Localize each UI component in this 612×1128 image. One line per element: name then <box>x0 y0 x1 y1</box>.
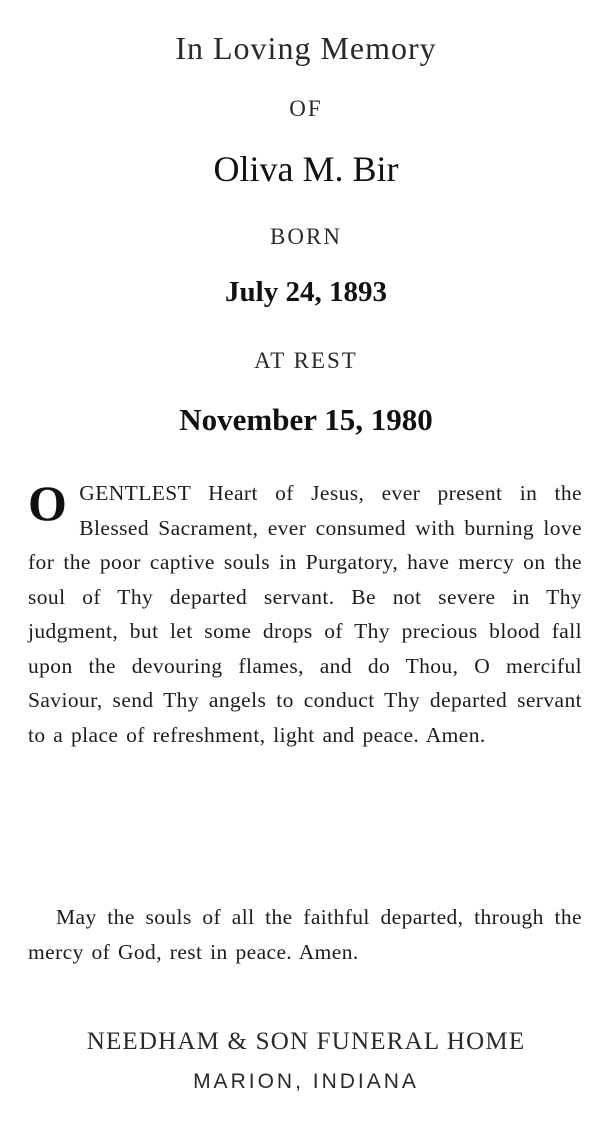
prayer-text: GENTLEST Heart of Jesus, ever present in the Blessed Sacrament, ever consumed with burning love for the poor captive souls in Purgatory, have mercy on the soul of Thy departed servant. Be not severe in Thy judgment, but let some drops of Thy precious blood fall upon the devouring flames, and do Thou, O merciful Saviour, send Thy angels to conduct Thy departed servant to a place of refreshment, light and peace. Amen. <box>28 481 582 747</box>
deceased-name: Oliva M. Bir <box>213 149 399 189</box>
at-rest-label: AT REST <box>254 348 358 373</box>
of-label: OF <box>289 96 323 121</box>
born-label: BORN <box>270 224 342 249</box>
born-date: July 24, 1893 <box>225 276 387 308</box>
funeral-home-location: MARION, INDIANA <box>193 1070 419 1093</box>
at-rest-date: November 15, 1980 <box>179 402 433 437</box>
prayer-dropcap: O <box>28 475 68 531</box>
prayer-paragraph <box>28 476 582 752</box>
funeral-home-name: NEEDHAM & SON FUNERAL HOME <box>86 1028 526 1055</box>
closing-prayer: May the souls of all the faithful departed, through the mercy of God, rest in peace. Amen. <box>28 905 582 964</box>
memorial-heading: In Loving Memory <box>175 30 437 66</box>
